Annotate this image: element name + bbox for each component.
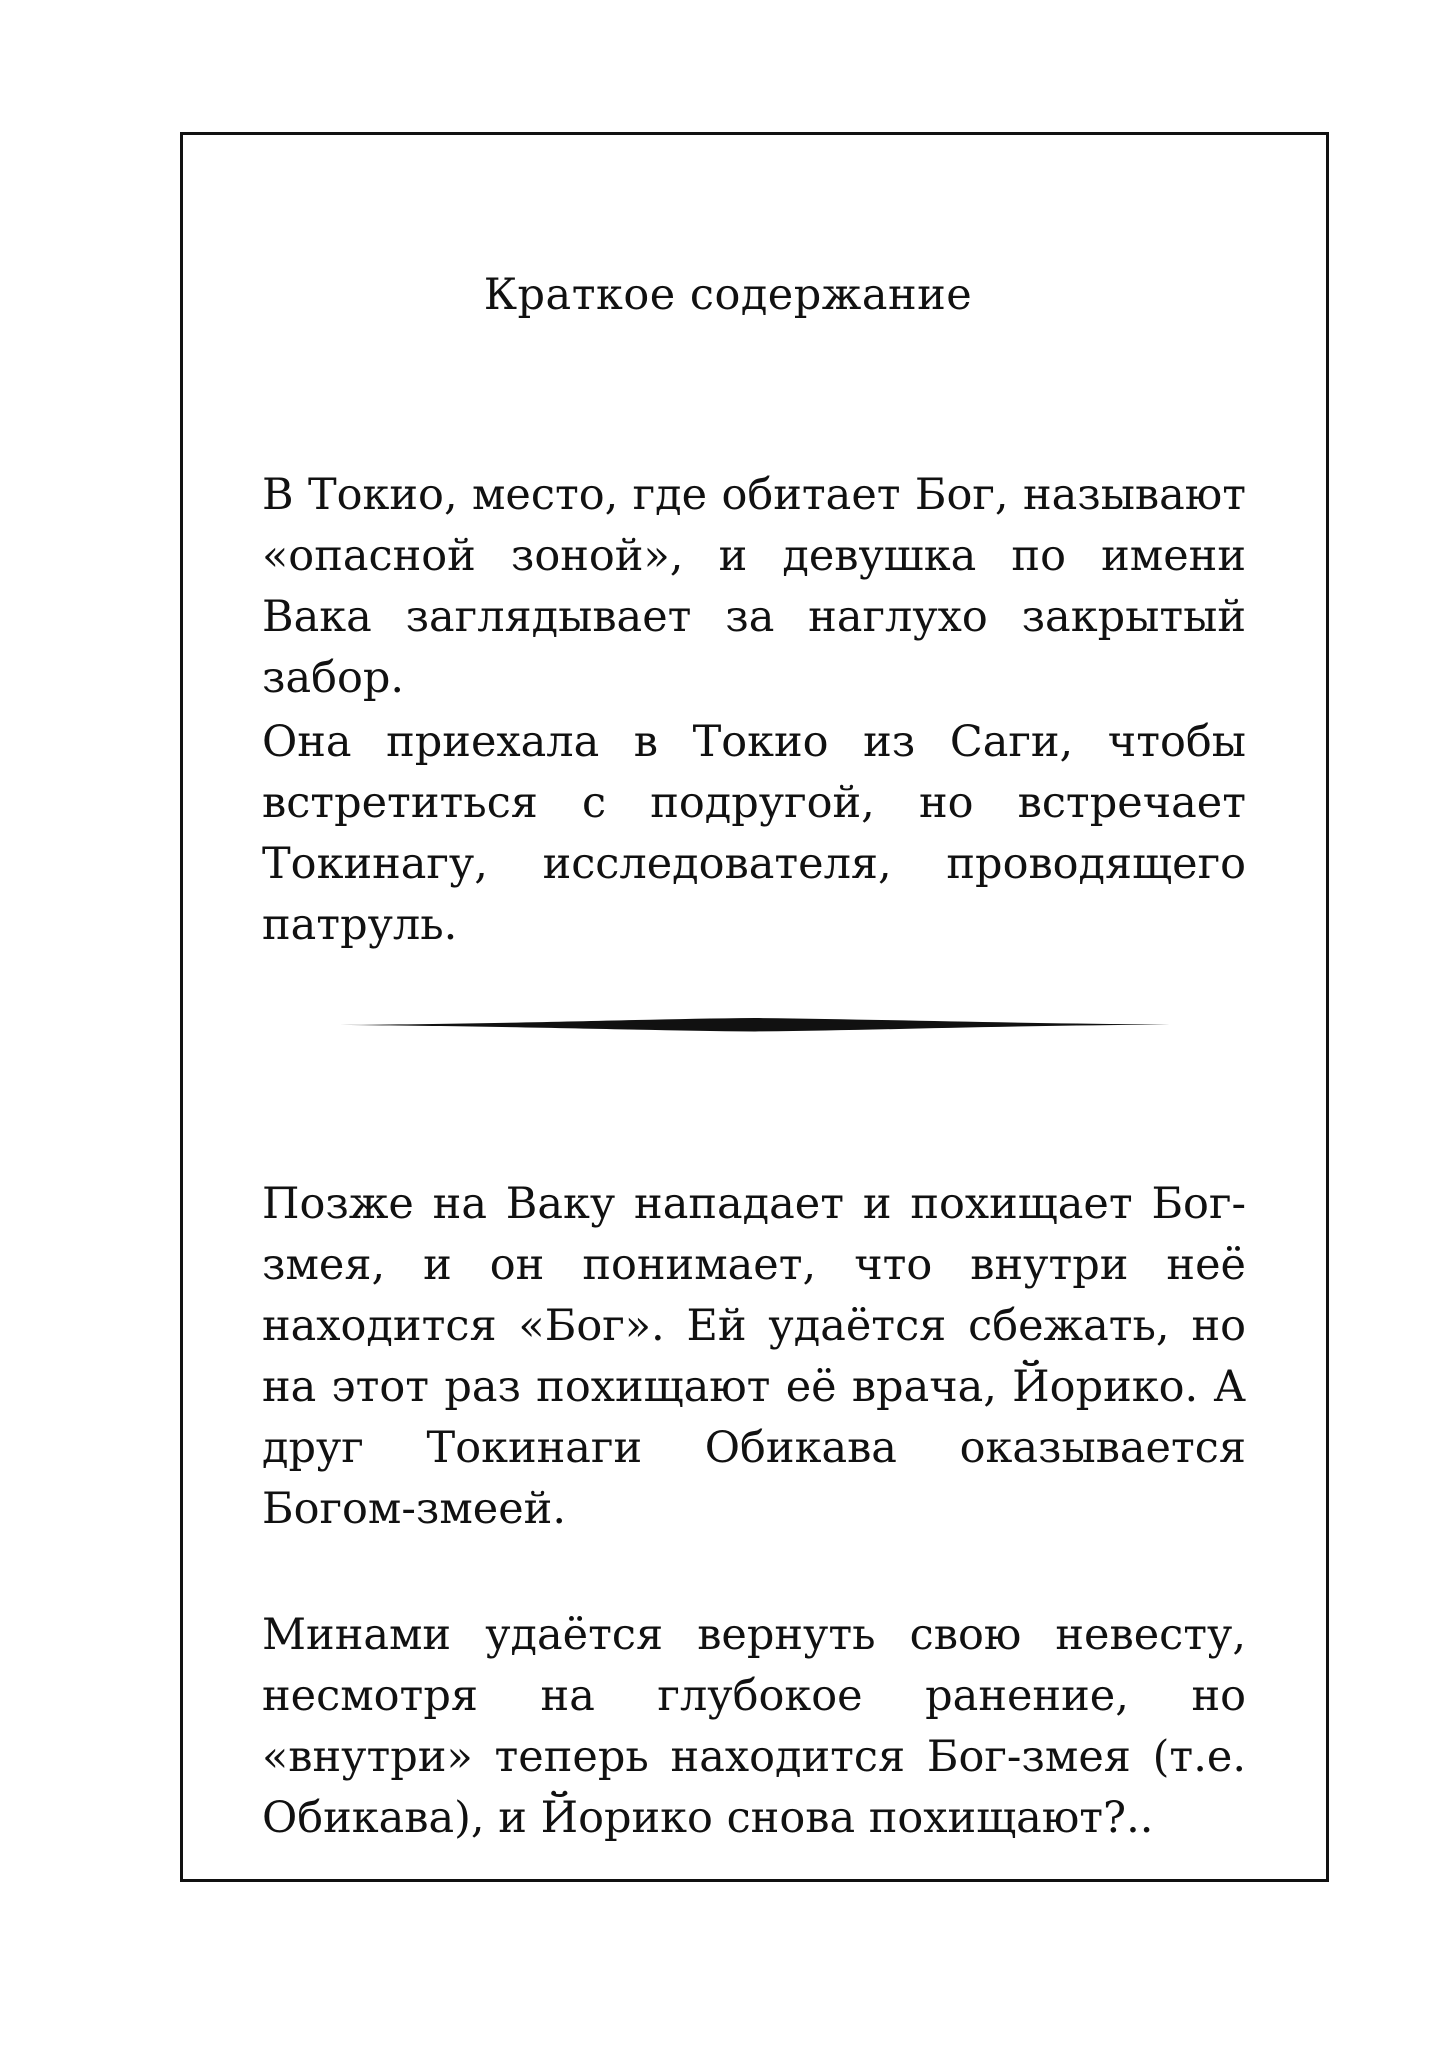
- divider-stroke-icon: [340, 1010, 1170, 1040]
- summary-paragraph-1: [262, 465, 1246, 709]
- summary-paragraph-3: [262, 1174, 1246, 1540]
- paragraph-text: Позже на Ваку нападает и похищает Бог-змея, и он понимает, что внутри неё находится «Бог». Ей удаётся сбежать, но на этот раз похищают её врача, Йорико. А друг Токинаги Обикава оказывается Богом-змеей.: [262, 1179, 1246, 1534]
- summary-paragraph-4: [262, 1605, 1246, 1849]
- paragraph-text: Минами удаётся вернуть свою невесту, несмотря на глубокое ранение, но «внутри» теперь находится Бог-змея (т.е. Обикава), и Йорико снова похищают?..: [262, 1610, 1246, 1843]
- page-title: Краткое содержание: [483, 270, 973, 320]
- summary-paragraph-2: [262, 712, 1246, 956]
- ornamental-divider: [340, 1010, 1170, 1040]
- paragraph-text: В Токио, место, где обитает Бог, называют «опасной зоной», и девушка по имени Вака заглядывает за наглухо закрытый забор.: [262, 470, 1246, 703]
- paragraph-text: Она приехала в Токио из Саги, чтобы встретиться с подругой, но встречает Токинагу, исследователя, проводящего патруль.: [262, 717, 1246, 950]
